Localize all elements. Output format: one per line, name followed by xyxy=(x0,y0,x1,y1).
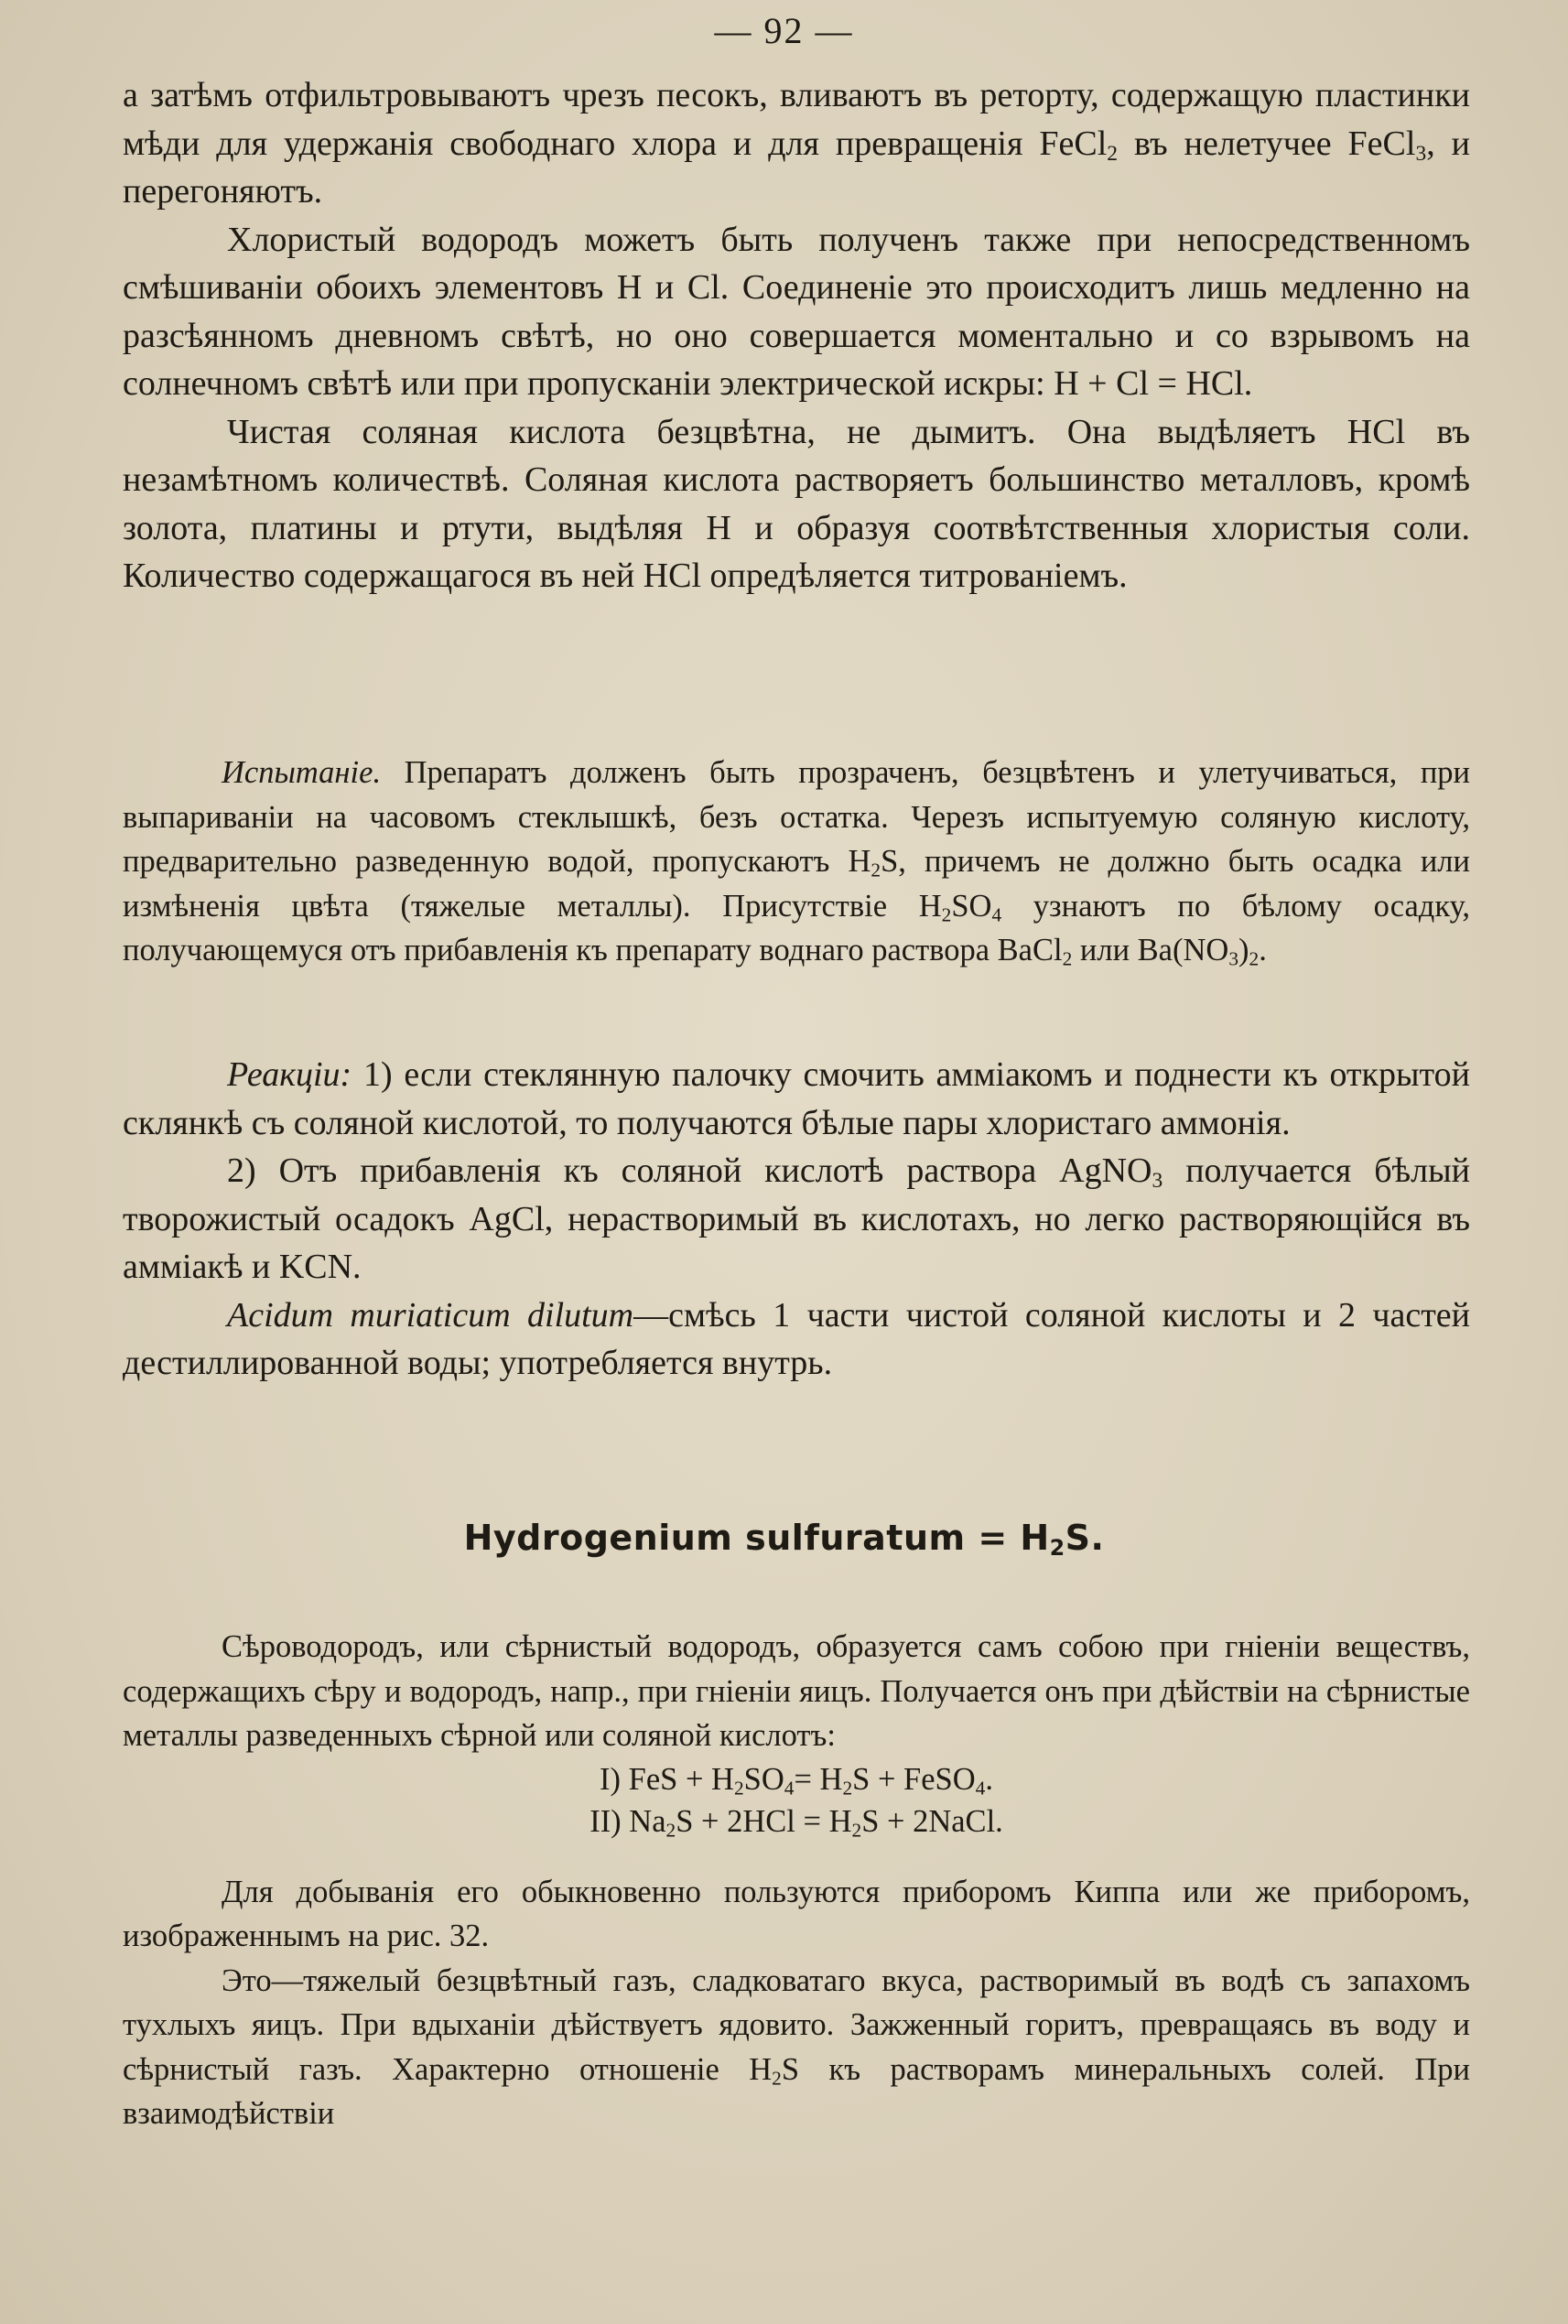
text: въ нелетучее FeCl xyxy=(1118,124,1416,163)
paragraph-testing xyxy=(123,751,1470,973)
paragraph-kipp: Для добыванія его обыкновенно пользуются приборомъ Киппа или же приборомъ, изображеннымъ на рис. 32. xyxy=(123,1874,1470,1953)
subscript: 2 xyxy=(941,903,952,925)
text: Hydrogenium sulfuratum = H xyxy=(463,1518,1050,1558)
text: SO xyxy=(743,1761,784,1797)
text: S. xyxy=(1065,1518,1105,1558)
text: получается бѣлый творожистый осадокъ AgCl, нерастворимый въ кислотахъ, но легко растворяющійся въ амміакѣ и KCN. xyxy=(123,1151,1470,1286)
subscript: 2 xyxy=(851,1818,862,1841)
page-number: — 92 — xyxy=(714,10,854,51)
text: или Ba(NO xyxy=(1072,933,1229,967)
text: , и перегоняютъ. xyxy=(123,124,1470,211)
subscript: 4 xyxy=(784,1776,795,1799)
text: S къ растворамъ минеральныхъ солей. При взаимодѣйствіи xyxy=(123,2051,1470,2131)
equation-2 xyxy=(123,1800,1470,1843)
text: а затѣмъ отфильтровываютъ чрезъ песокъ, вливаютъ въ реторту, содержащую пластинки мѣди для удержанія свободнаго хлора и для превращенія FeCl xyxy=(123,76,1470,163)
text: II) Na xyxy=(589,1803,666,1839)
section-heading xyxy=(0,1518,1568,1561)
paragraph-h2s-intro: Сѣроводородъ, или сѣрнистый водородъ, образуется самъ собою при гніеніи веществъ, содержащихъ сѣру и водородъ, напр., при гніеніи яицъ. Получается онъ при дѣйствіи на сѣрнистые металлы разведенныхъ сѣрной или соляной кислотъ: xyxy=(123,1629,1470,1753)
subscript: 2 xyxy=(1249,947,1260,970)
text: . xyxy=(1259,933,1267,967)
text-block-top xyxy=(123,71,1470,600)
subscript: 3 xyxy=(1415,141,1427,166)
text: . xyxy=(985,1761,993,1797)
text: SO xyxy=(951,888,992,924)
text: ) xyxy=(1238,933,1249,967)
text: S + 2HCl = H xyxy=(676,1803,852,1839)
text: 1) если стеклянную палочку смочить аммiакомъ и поднести къ открытой склянкѣ съ соляной кислотой, то получаются бѣлые пары хлористаго аммонія. xyxy=(123,1055,1470,1142)
subscript: 2 xyxy=(665,1818,676,1841)
subscript: 2 xyxy=(842,1776,853,1799)
paragraph-reaction-2 xyxy=(123,1147,1470,1292)
text: Препаратъ долженъ быть прозраченъ, безцвѣтенъ и улетучиваться, при выпариваніи на часовомъ стеклышкѣ, безъ остатка. Черезъ испытуемую соляную кислоту, предварительно разведенную водой, пропускаютъ H xyxy=(123,755,1470,879)
section-label: Реакціи: xyxy=(227,1055,352,1094)
equation-text xyxy=(600,1758,993,1800)
subscript: 2 xyxy=(1062,947,1073,970)
text: Это—тяжелый безцвѣтный газъ, сладковатаго вкуса, растворимый въ водѣ съ запахомъ тухлыхъ яицъ. При вдыханіи дѣйствуетъ ядовито. Зажженный горитъ, превращаясь въ воду и сѣрнистый газъ. Характерно отношеніе H xyxy=(123,1962,1470,2087)
text-block-reactions xyxy=(123,1051,1470,1388)
subscript: 4 xyxy=(975,1776,986,1799)
subscript: 4 xyxy=(991,903,1002,925)
text: S + FeSO xyxy=(852,1761,976,1797)
subscript: 2 xyxy=(733,1776,744,1799)
latin-term: Acidum muriaticum dilutum xyxy=(227,1295,634,1335)
paragraph-3: Чистая соляная кислота безцвѣтна, не дымитъ. Она выдѣляетъ HCl въ незамѣтномъ количествѣ. Соляная кислота растворяетъ большинство металловъ, кромѣ золота, платины и ртути, выдѣляя H и образуя соотвѣтственныя хлористыя соли. Количество содержащагося въ ней HCl опредѣляется титрованіемъ. xyxy=(123,412,1470,595)
text: узнаютъ по бѣлому осадку, получающемуся отъ прибавленія къ препарату воднаго раствора BaCl xyxy=(123,888,1471,967)
text: S, причемъ не должно быть осадка или измѣненія цвѣта (тяжелые металлы). Присутствіе H xyxy=(123,844,1470,924)
subscript: 2 xyxy=(1107,141,1119,166)
text-block-small xyxy=(123,751,1470,973)
paragraph-2: Хлористый водородъ можетъ быть полученъ также при непосредственномъ смѣшиваніи обоихъ элементовъ H и Cl. Соединеніе это происходитъ лишь медленно на разсѣянномъ дневномъ свѣтѣ, но оно совершается моментально и со взрывомъ на солнечномъ свѣтѣ или при пропусканіи электрической искры: H + Cl = HCl. xyxy=(123,220,1470,403)
paragraph-properties xyxy=(123,1959,1470,2136)
paragraph-1 xyxy=(123,71,1470,216)
subscript: 2 xyxy=(1049,1534,1065,1561)
subscript: 2 xyxy=(772,2066,782,2089)
equation-text xyxy=(589,1800,1003,1843)
text-block-bottom xyxy=(123,1625,1470,2136)
subscript: 2 xyxy=(871,859,881,881)
paragraph-acidum xyxy=(123,1292,1470,1388)
paragraph-reactions xyxy=(123,1051,1470,1147)
section-label: Испытаніе. xyxy=(222,755,382,790)
text: S + 2NaCl. xyxy=(861,1803,1003,1839)
subscript: 3 xyxy=(1228,947,1238,970)
text: —смѣсь 1 части чистой соляной кислоты и 2 частей дестиллированной воды; употребляется внутрь. xyxy=(123,1295,1471,1382)
equation-1 xyxy=(123,1758,1470,1800)
text: 2) Отъ прибавленія къ соляной кислотѣ раствора AgNO xyxy=(227,1151,1152,1190)
subscript: 3 xyxy=(1152,1168,1163,1193)
text: = H xyxy=(794,1761,843,1797)
text: I) FeS + H xyxy=(600,1761,734,1797)
